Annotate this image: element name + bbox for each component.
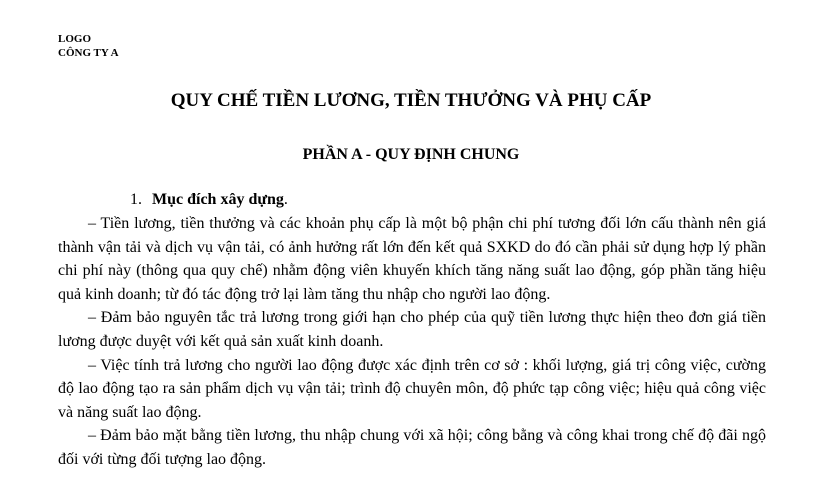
body-text (58, 212, 766, 472)
section-number: 1. (130, 191, 142, 208)
document-title: QUY CHẾ TIỀN LƯƠNG, TIỀN THƯỞNG VÀ PHỤ CẤP (170, 90, 652, 111)
section-heading (130, 189, 288, 211)
section-suffix: . (283, 191, 288, 208)
company-name: CÔNG TY A (58, 47, 119, 59)
paragraph: – Đảm bảo nguyên tắc trả lương trong giới hạn cho phép của quỹ tiền lương thực hiện theo đơn giá tiền lương được duyệt với kết quả sản xuất kinh doanh. (58, 309, 766, 350)
logo-text: LOGO (58, 33, 92, 45)
company-logo-block (58, 32, 119, 60)
section-label: Mục đích xây dựng (152, 191, 284, 208)
paragraph: – Đảm bảo mặt bằng tiền lương, thu nhập chung với xã hội; công bằng và công khai trong chế độ đãi ngộ đối với từng đối tượng lao động. (58, 427, 766, 468)
paragraph: – Tiền lương, tiền thưởng và các khoản phụ cấp là một bộ phận chi phí tương đối lớn cấu thành nên giá thành vận tải và dịch vụ vận tải, có ảnh hưởng rất lớn đến kết quả SXKD do đó cần phải sử dụng hợp lý phần chi phí này (thông qua quy chế) nhằm động viên khuyến khích tăng năng suất lao động, góp phần tăng hiệu quả kinh doanh; từ đó tác động trở lại làm tăng thu nhập cho người lao động. (58, 215, 766, 303)
paragraph: – Việc tính trả lương cho người lao động được xác định trên cơ sở : khối lượng, giá trị công việc, cường độ lao động tạo ra sản phẩm dịch vụ vận tải; trình độ chuyên môn, độ phức tạp công việc; hiệu quả công việc và năng suất lao động. (58, 356, 766, 421)
part-title: PHẦN A - QUY ĐỊNH CHUNG (302, 146, 520, 163)
